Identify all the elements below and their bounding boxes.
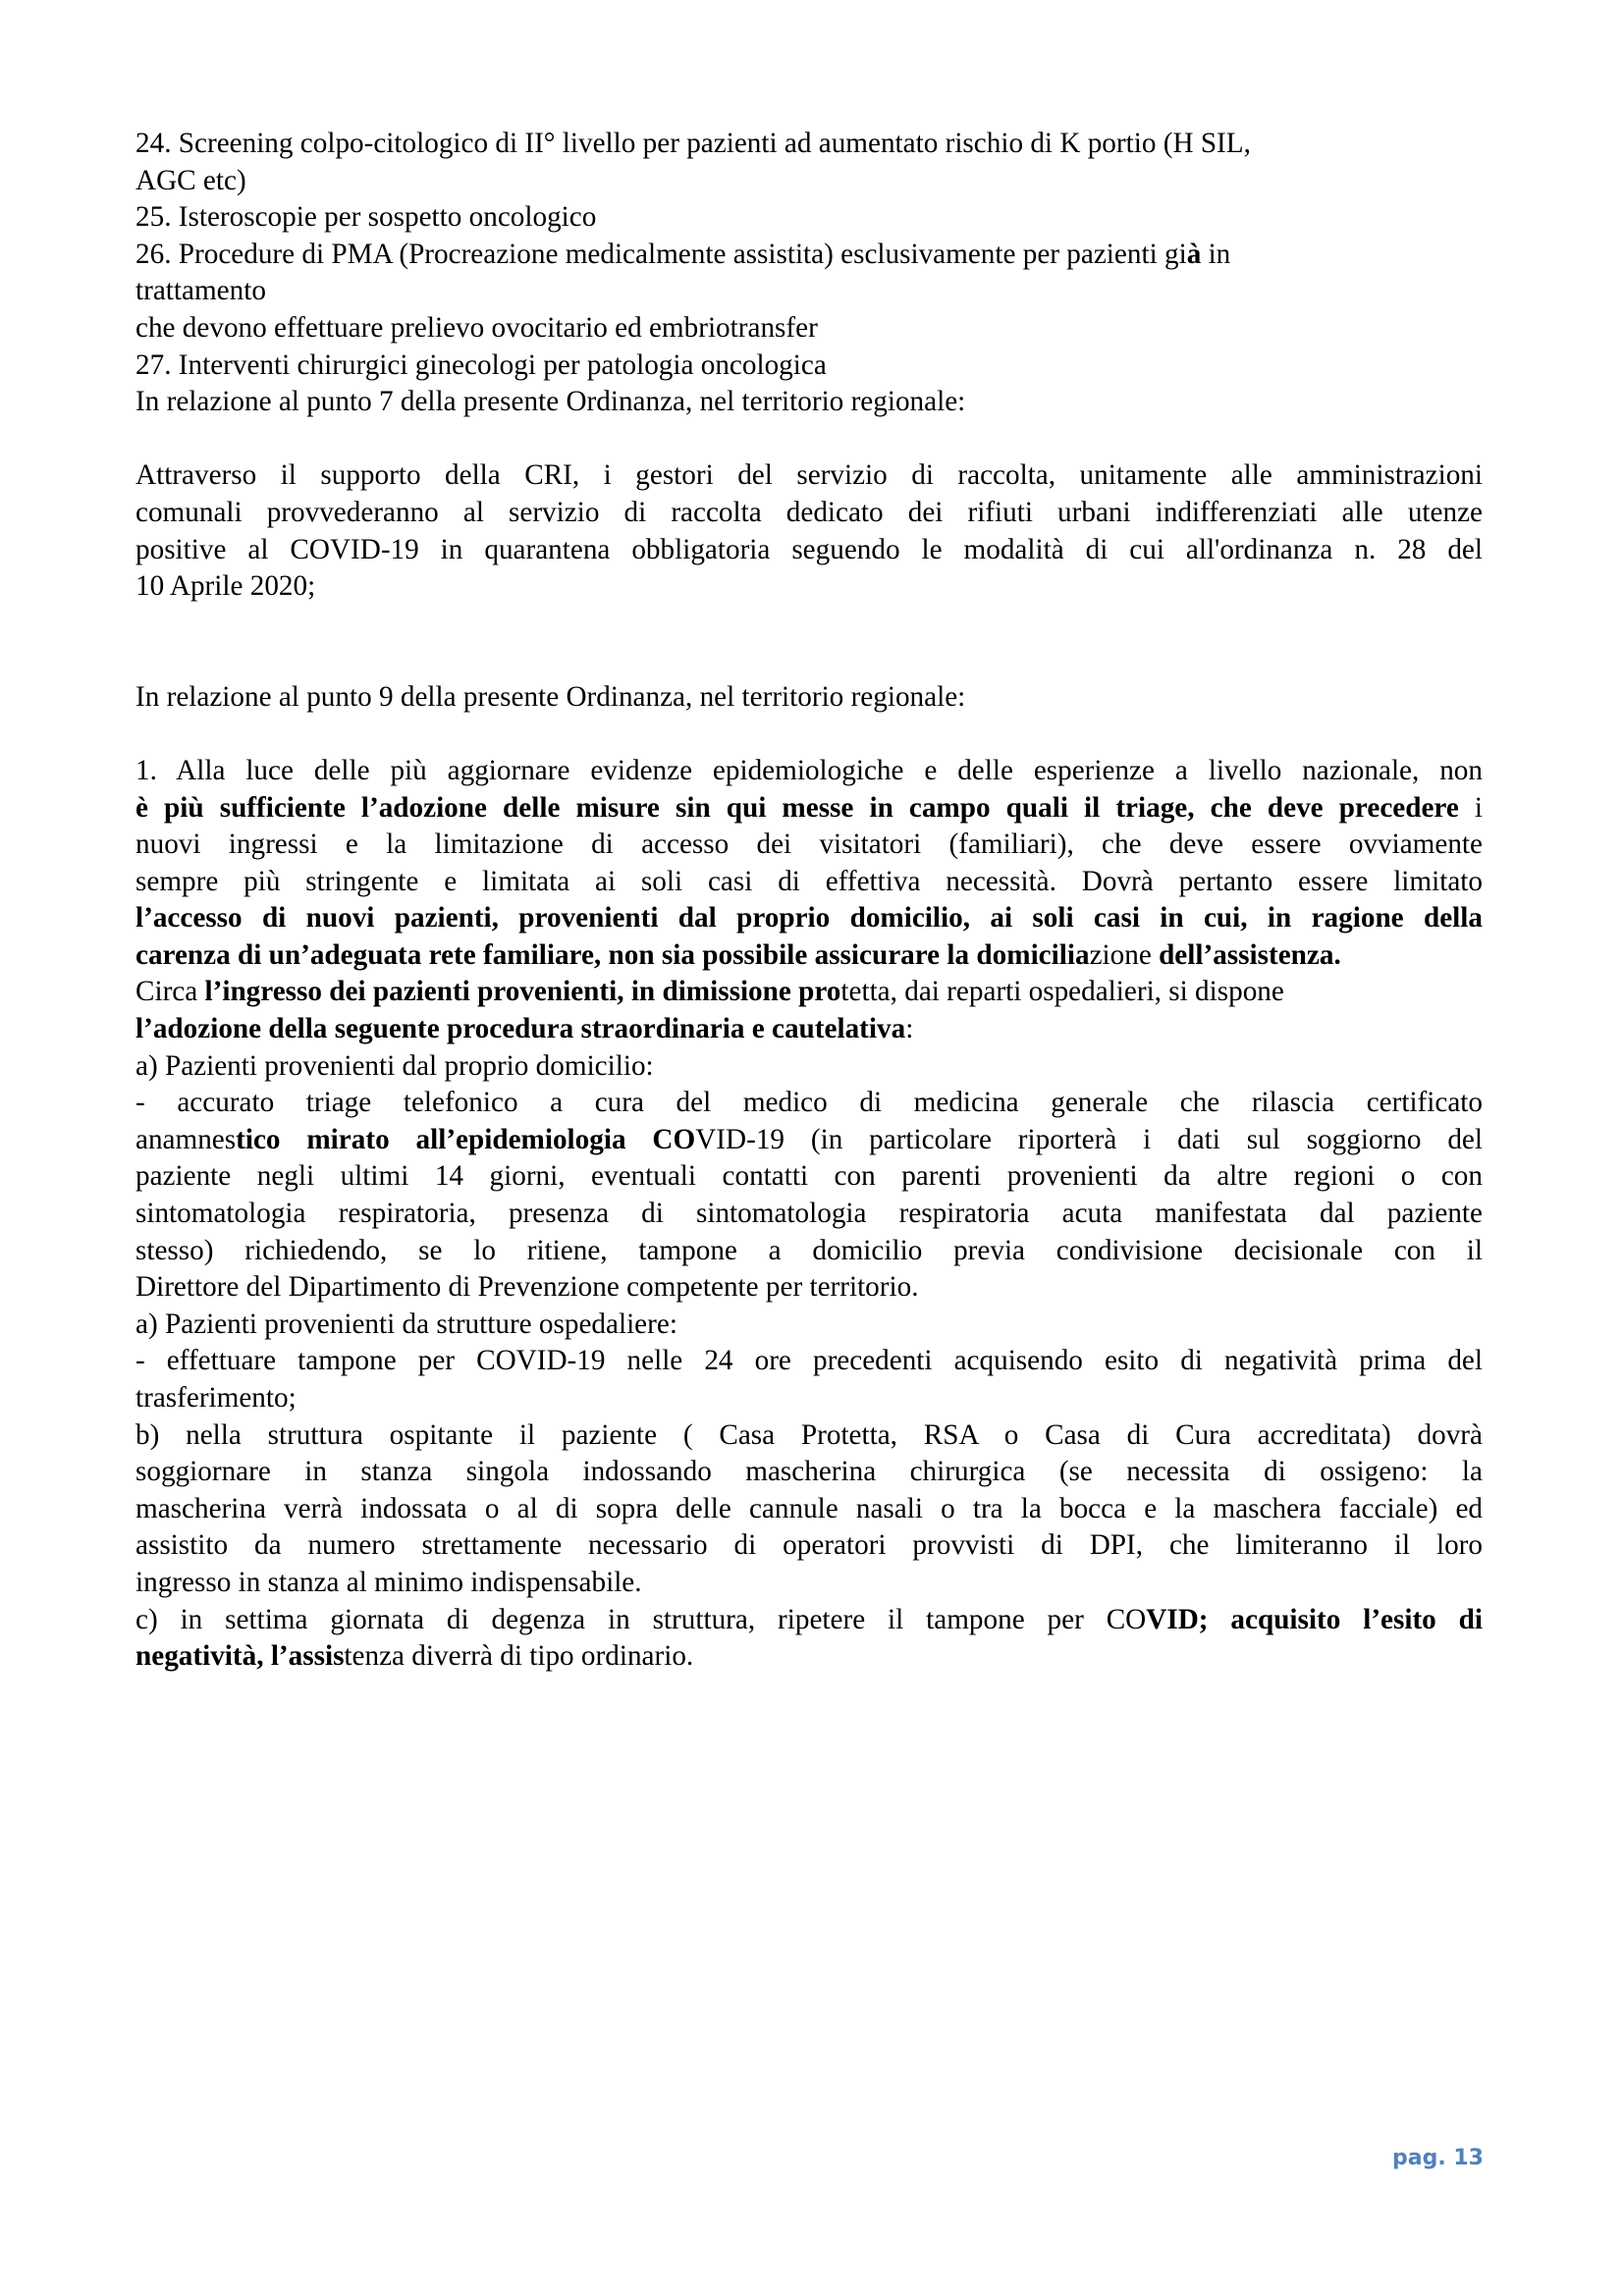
paragraph-line: sempre più stringente e limitata ai soli casi di effettiva necessità. Dovrà pertanto essere limitato [135, 865, 1483, 897]
section-9-body [135, 753, 1483, 1676]
text-run-bold: dell’assistenza. [1159, 938, 1341, 971]
paragraph-line: 1. Alla luce delle più aggiornare evidenze epidemiologiche e delle esperienze a livello nazionale, non [135, 754, 1483, 786]
paragraph-line: assistito da numero strettamente necessario di operatori provvisti di DPI, che limiteranno il loro [135, 1529, 1483, 1562]
text-run: Circa [135, 976, 205, 1008]
text-run-bold: carenza di un’adeguata rete familiare, non sia possibile assicurare la domicilia [135, 938, 1090, 971]
paragraph-line [135, 1011, 1483, 1048]
list-item-26-line2: trattamento [135, 275, 266, 307]
paragraph-line: - effettuare tampone per COVID-19 nelle 24 ore precedenti acquisendo esito di negatività prima del [135, 1345, 1483, 1377]
paragraph-line: stesso) richiedendo, se lo ritiene, tampone a domicilio previa condivisione decisionale con il [135, 1234, 1483, 1266]
list-item-27: 27. Interventi chirurgici ginecologi per patologia oncologica [135, 348, 827, 381]
document-body [135, 126, 1483, 1676]
paragraph-line [135, 1602, 1483, 1639]
text-run-bold: VID; acquisito l’esito di [1146, 1603, 1484, 1635]
text-run: tetta, dai reparti ospedalieri, si dispone [840, 976, 1284, 1008]
subsection-heading: a) Pazienti provenienti dal proprio domicilio: [135, 1049, 654, 1082]
text-run-bold: l’ingresso dei pazienti provenienti, in dimissione pro [204, 976, 841, 1008]
paragraph-line: soggiornare in stanza singola indossando mascherina chirurgica (se necessita di ossigeno: la [135, 1456, 1483, 1488]
text-run: in [1201, 238, 1231, 270]
section-7-intro: In relazione al punto 7 della presente Ordinanza, nel territorio regionale: [135, 386, 966, 418]
paragraph-line: trasferimento; [135, 1382, 297, 1414]
paragraph-line: nuovi ingressi e la limitazione di accesso dei visitatori (familiari), che deve essere ovviamente [135, 828, 1483, 861]
spacer [135, 606, 1483, 679]
list-item-26-line1 [135, 237, 1483, 274]
text-run-bold: à [1186, 238, 1202, 270]
text-run: anamnes [135, 1123, 237, 1155]
paragraph-line: paziente negli ultimi 14 giorni, eventuali contatti con parenti provenienti da altre regioni o con [135, 1160, 1483, 1193]
paragraph-line: positive al COVID-19 in quarantena obbligatoria seguendo le modalità di cui all'ordinanza n. 28 del [135, 533, 1483, 565]
paragraph-line: Attraverso il supporto della CRI, i gestori del servizio di raccolta, unitamente alle amministrazioni [135, 459, 1483, 492]
text-run-bold: negatività, l’assis [135, 1640, 345, 1673]
text-run: c) in settima giornata di degenza in struttura, ripetere il tampone per CO [135, 1603, 1147, 1635]
text-run: 26. Procedure di PMA (Procreazione medicalmente assistita) esclusivamente per pazienti gi [135, 238, 1187, 270]
list-item-26-line3: che devono effettuare prelievo ovocitario ed embriotransfer [135, 311, 818, 344]
paragraph-line [135, 790, 1483, 828]
paragraph-line [135, 1122, 1483, 1159]
spacer [135, 421, 1483, 458]
subsection-heading: a) Pazienti provenienti da strutture ospedaliere: [135, 1308, 677, 1340]
text-run-bold: è più sufficiente l’adozione delle misure sin qui messe in campo quali il triage, che deve precedere [135, 791, 1459, 824]
text-run: i [1458, 791, 1483, 824]
paragraph-line: ingresso in stanza al minimo indispensabile. [135, 1566, 642, 1598]
paragraph-line: sintomatologia respiratoria, presenza di sintomatologia respiratoria acuta manifestata dal paziente [135, 1198, 1483, 1230]
list-item-25: 25. Isteroscopie per sospetto oncologico [135, 201, 597, 234]
paragraph-line [135, 974, 1483, 1011]
text-run: zione [1089, 938, 1160, 971]
spacer [135, 716, 1483, 753]
text-run-bold: l’adozione della seguente procedura straordinaria e cautelativa [135, 1013, 906, 1045]
paragraph-line: b) nella struttura ospitante il paziente ( Casa Protetta, RSA o Casa di Cura accreditata) dovrà [135, 1418, 1483, 1451]
text-run: tenza diverrà di tipo ordinario. [344, 1640, 694, 1673]
list-item-24-line2: AGC etc) [135, 164, 246, 196]
paragraph-line [135, 937, 1483, 975]
list-item-24-line1: 24. Screening colpo-citologico di II° livello per pazienti ad aumentato rischio di K portio (H SIL, [135, 128, 1251, 159]
paragraph-line: l’accesso di nuovi pazienti, provenienti dal proprio domicilio, ai soli casi in cui, in ragione della [135, 902, 1483, 934]
paragraph-line: comunali provvederanno al servizio di raccolta dedicato dei rifiuti urbani indifferenziati alle utenze [135, 496, 1483, 528]
text-run-bold: tico mirato all’epidemiologia CO [236, 1123, 696, 1155]
paragraph-line: - accurato triage telefonico a cura del medico di medicina generale che rilascia certificato [135, 1087, 1483, 1119]
text-run: VID-19 (in particolare riporterà i dati sul soggiorno del [695, 1123, 1483, 1155]
section-9-intro: In relazione al punto 9 della presente Ordinanza, nel territorio regionale: [135, 680, 966, 713]
paragraph-line: Direttore del Dipartimento di Prevenzione competente per territorio. [135, 1271, 919, 1304]
page-number: pag. 13 [1392, 2146, 1484, 2170]
paragraph-line: mascherina verrà indossata o al di sopra delle cannule nasali o tra la bocca e la maschera facciale) ed [135, 1492, 1483, 1524]
text-run: : [905, 1013, 914, 1045]
paragraph-line [135, 1638, 1483, 1676]
section-7-paragraph [135, 457, 1483, 605]
paragraph-line: 10 Aprile 2020; [135, 570, 316, 603]
